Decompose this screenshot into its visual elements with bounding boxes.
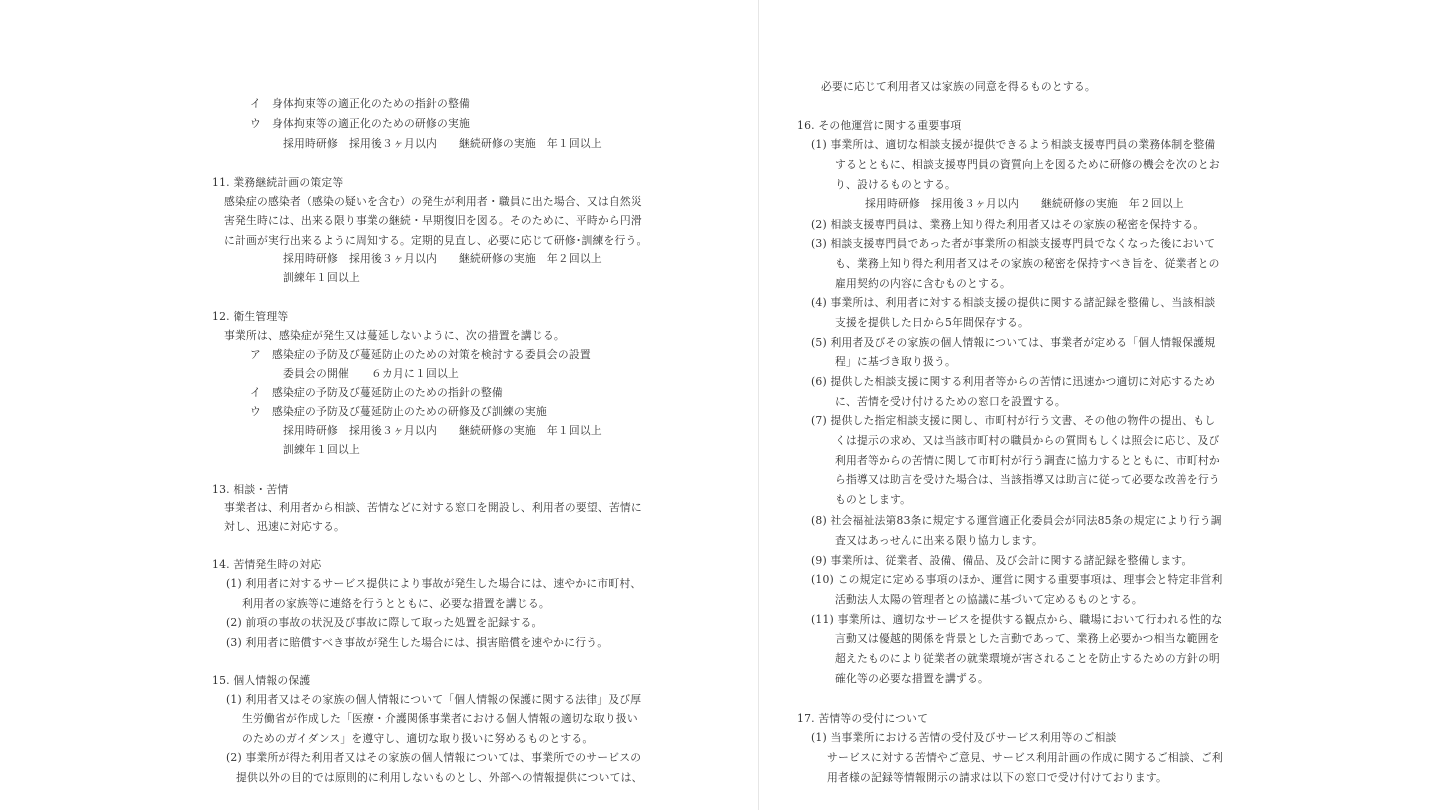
section-heading: 14. 苦情発生時の対応 xyxy=(212,558,322,571)
text-line: 用者様の記録等情報開示の請求は以下の窓口で受け付けております。 xyxy=(827,771,1168,784)
section-heading: 16. その他運営に関する重要事項 xyxy=(797,119,962,132)
text-line: (2) 前項の事故の状況及び事故に際して取った処置を記録する。 xyxy=(226,616,543,629)
section-heading: 17. 苦情等の受付について xyxy=(797,712,929,725)
text-line: (7) 提供した指定相談支援に関し、市町村が行う文書、その他の物件の提出、もし xyxy=(811,414,1216,427)
text-line: 感染症の感染者（感染の疑いを含む）の発生が利用者・職員に出た場合、又は自然災 xyxy=(224,195,642,208)
text-line: 利用者の家族等に連絡を行うとともに、必要な措置を講じる。 xyxy=(242,597,550,610)
text-line: 査又はあっせんに出来る限り協力します。 xyxy=(835,534,1043,547)
text-line: 提供以外の目的では原則的に利用しないものとし、外部への情報提供については、 xyxy=(236,771,643,784)
text-line: 程」に基づき取り扱う。 xyxy=(835,355,956,368)
text-line: 委員会の開催 ６カ月に１回以上 xyxy=(283,367,459,380)
text-line: 超えたものにより従業者の就業環境が害されることを防止するための方針の明 xyxy=(835,652,1220,665)
text-line: ものとします。 xyxy=(835,493,912,506)
text-line: 訓練年１回以上 xyxy=(283,271,360,284)
text-line: (2) 相談支援専門員は、業務上知り得た利用者又はその家族の秘密を保持する。 xyxy=(811,218,1205,231)
text-line: 確化等の必要な措置を講ずる。 xyxy=(835,672,989,685)
section-heading: 13. 相談・苦情 xyxy=(212,483,289,496)
text-line: (3) 相談支援専門員であった者が事業所の相談支援専門員でなくなった後において xyxy=(811,237,1216,250)
viewer-background xyxy=(1359,0,1440,810)
text-line: イ 身体拘束等の適正化のための指針の整備 xyxy=(250,97,470,110)
text-line: に、苦情を受け付けるための窓口を設置する。 xyxy=(835,395,1066,408)
section-heading: 12. 衛生管理等 xyxy=(212,310,289,323)
text-line: 採用時研修 採用後３ヶ月以内 継続研修の実施 年１回以上 xyxy=(283,424,602,437)
section-heading: 15. 個人情報の保護 xyxy=(212,674,311,687)
text-line: (5) 利用者及びその家族の個人情報については、事業者が定める「個人情報保護規 xyxy=(811,336,1216,349)
text-line: 採用時研修 採用後３ヶ月以内 継続研修の実施 年２回以上 xyxy=(283,252,602,265)
text-line: 採用時研修 採用後３ヶ月以内 継続研修の実施 年１回以上 xyxy=(283,137,602,150)
text-line: (11) 事業所は、適切なサービスを提供する観点から、職場において行われる性的な xyxy=(811,613,1223,626)
text-line: 活動法人太陽の管理者との協議に基づいて定めるものとする。 xyxy=(835,593,1143,606)
text-line: 害発生時には、出来る限り事業の継続・早期復旧を図る。そのために、平時から円滑 xyxy=(224,214,642,227)
text-line: するとともに、相談支援専門員の資質向上を図るために研修の機会を次のとお xyxy=(835,158,1220,171)
text-line: (1) 利用者又はその家族の個人情報について「個人情報の保護に関する法律」及び厚 xyxy=(226,693,642,706)
text-line: (6) 提供した相談支援に関する利用者等からの苦情に迅速かつ適切に対応するため xyxy=(811,375,1216,388)
document-page-right xyxy=(758,0,1360,810)
text-line: 事業所は、感染症が発生又は蔓延しないように、次の措置を講じる。 xyxy=(224,329,565,342)
text-line: (8) 社会福祉法第83条に規定する運営適正化委員会が同法85条の規定により行う調 xyxy=(811,514,1222,527)
text-line: (1) 当事業所における苦情の受付及びサービス利用等のご相談 xyxy=(811,731,1117,744)
text-line: 訓練年１回以上 xyxy=(283,443,360,456)
text-line: イ 感染症の予防及び蔓延防止のための指針の整備 xyxy=(250,386,503,399)
text-line: サービスに対する苦情やご意見、サービス利用計画の作成に関するご相談、ご利 xyxy=(827,751,1223,764)
text-line: 必要に応じて利用者又は家族の同意を得るものとする。 xyxy=(821,80,1096,93)
section-heading: 11. 業務継続計画の策定等 xyxy=(212,176,344,189)
text-line: 事業者は、利用者から相談、苦情などに対する窓口を開設し、利用者の要望、苦情に xyxy=(224,501,642,514)
text-line: 支援を提供した日から5年間保存する。 xyxy=(835,316,1030,329)
text-line: も、業務上知り得た利用者又はその家族の秘密を保持すべき旨を、従業者との xyxy=(835,257,1220,270)
text-line: (1) 利用者に対するサービス提供により事故が発生した場合には、速やかに市町村、 xyxy=(226,577,642,590)
text-line: ウ 感染症の予防及び蔓延防止のための研修及び訓練の実施 xyxy=(250,405,547,418)
text-line: (10) この規定に定める事項のほか、運営に関する重要事項は、理事会と特定非営利 xyxy=(811,573,1223,586)
text-line: (3) 利用者に賠償すべき事故が発生した場合には、損害賠償を速やかに行う。 xyxy=(226,636,609,649)
text-line: り、設けるものとする。 xyxy=(835,178,956,191)
text-line: (9) 事業所は、従業者、設備、備品、及び会計に関する諸記録を整備します。 xyxy=(811,554,1193,567)
text-line: ウ 身体拘束等の適正化のための研修の実施 xyxy=(250,117,470,130)
text-line: のためのガイダンス」を遵守し、適切な取り扱いに努めるものとする。 xyxy=(242,732,594,745)
text-line: 採用時研修 採用後３ヶ月以内 継続研修の実施 年２回以上 xyxy=(865,197,1184,210)
text-line: ら指導又は助言を受けた場合は、当該指導又は助言に従って必要な改善を行う xyxy=(835,473,1220,486)
text-line: (2) 事業所が得た利用者又はその家族の個人情報については、事業所でのサービスの xyxy=(226,751,642,764)
text-line: (4) 事業所は、利用者に対する相談支援の提供に関する諸記録を整備し、当該相談 xyxy=(811,296,1216,309)
text-line: 対し、迅速に対応する。 xyxy=(224,520,345,533)
text-line: 雇用契約の内容に含むものとする。 xyxy=(835,277,1011,290)
text-line: 生労働省が作成した「医療・介護関係事業者における個人情報の適切な取り扱い xyxy=(242,712,638,725)
text-line: (1) 事業所は、適切な相談支援が提供できるよう相談支援専門員の業務体制を整備 xyxy=(811,138,1216,151)
text-line: ア 感染症の予防及び蔓延防止のための対策を検討する委員会の設置 xyxy=(250,348,591,361)
text-line: 利用者等からの苦情に関して市町村が行う調査に協力するとともに、市町村か xyxy=(835,454,1220,467)
text-line: に計画が実行出来るように周知する。定期的見直し、必要に応じて研修･訓練を行う。 xyxy=(224,234,648,247)
text-line: くは提示の求め、又は当該市町村の職員からの質問もしくは照会に応じ、及び xyxy=(835,434,1220,447)
text-line: 言動又は優越的関係を背景とした言動であって、業務上必要かつ相当な範囲を xyxy=(835,632,1220,645)
